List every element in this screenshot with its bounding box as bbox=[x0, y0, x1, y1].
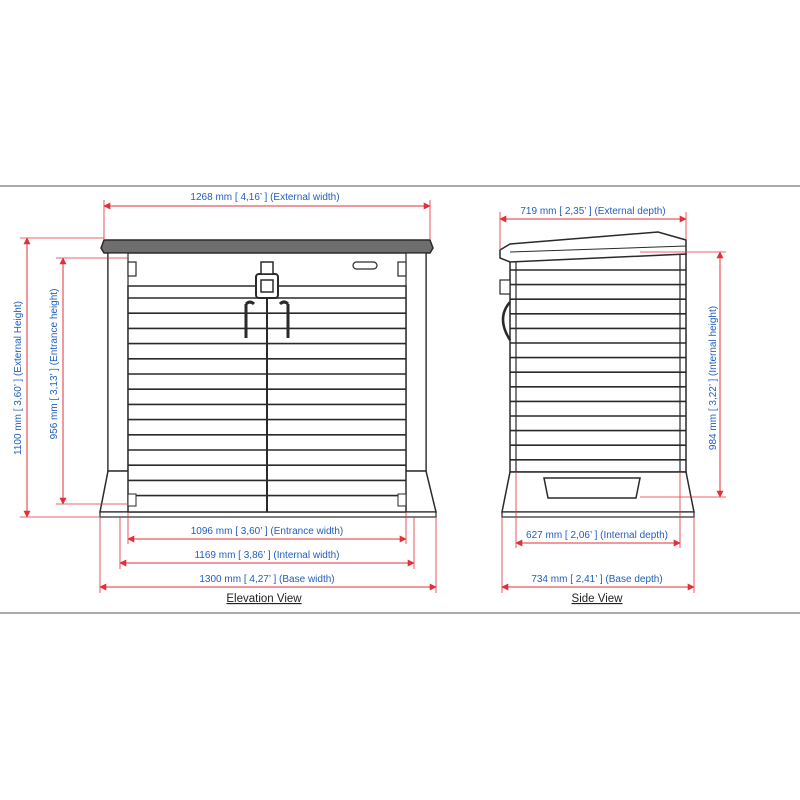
side-view bbox=[500, 232, 694, 517]
elevation-view bbox=[100, 240, 436, 517]
door-lock-hasp bbox=[261, 262, 273, 274]
elevation-lid bbox=[101, 240, 433, 253]
side-view-title: Side View bbox=[571, 593, 623, 605]
elevation-left-post bbox=[108, 253, 128, 471]
side-base-cutout bbox=[544, 478, 640, 498]
external-height-label: 1100 mm [ 3,60’ ] (External Height) bbox=[13, 301, 24, 455]
internal-height-label: 984 mm [ 3,22’ ] (Internal height) bbox=[708, 305, 719, 451]
side-body bbox=[510, 254, 686, 472]
base-depth-label: 734 mm [ 2,41’ ] (Base depth) bbox=[531, 574, 663, 585]
elevation-bottom-right-hinge bbox=[398, 494, 406, 506]
internal-width-label: 1169 mm [ 3,86’ ] (Internal width) bbox=[194, 550, 340, 561]
side-base-foot bbox=[502, 512, 694, 517]
base-width-label: 1300 mm [ 4,27’ ] (Base width) bbox=[199, 574, 335, 585]
entrance-width-label: 1096 mm [ 3,60’ ] (Entrance width) bbox=[190, 526, 344, 537]
entrance-height-label: 956 mm [ 3,13’ ] (Entrance height) bbox=[49, 288, 60, 440]
elevation-right-post bbox=[406, 253, 426, 471]
elevation-view-title: Elevation View bbox=[226, 593, 302, 605]
door-lock-inner bbox=[261, 280, 273, 292]
elevation-left-hinge bbox=[128, 262, 136, 276]
side-latch bbox=[500, 280, 510, 294]
external-depth-label: 719 mm [ 2,35’ ] (External depth) bbox=[520, 206, 666, 217]
elevation-right-hinge bbox=[398, 262, 406, 276]
side-handle bbox=[503, 302, 510, 340]
internal-depth-label: 627 mm [ 2,06’ ] (Internal depth) bbox=[526, 530, 668, 541]
elevation-bottom-left-hinge bbox=[128, 494, 136, 506]
brand-badge bbox=[353, 262, 377, 269]
external-width-label: 1268 mm [ 4,16’ ] (External width) bbox=[190, 192, 340, 203]
